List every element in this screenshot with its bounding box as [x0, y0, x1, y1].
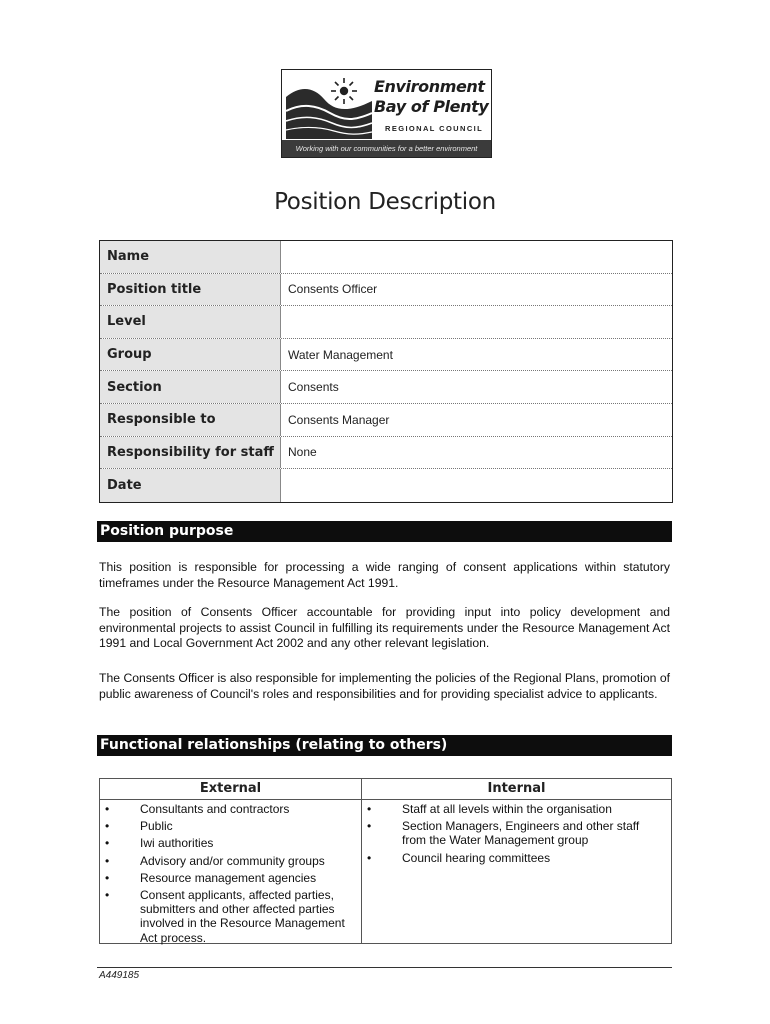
external-column	[100, 779, 362, 943]
bullet-text: Consultants and contractors	[140, 802, 290, 816]
bullet-text: Council hearing committees	[402, 850, 551, 865]
bullet-item	[100, 854, 361, 868]
bullet-icon: •	[105, 836, 110, 851]
environment-emblem-icon	[286, 75, 372, 139]
bullet-item	[100, 836, 361, 850]
info-row-date	[100, 469, 672, 502]
bullet-icon: •	[367, 819, 372, 834]
info-label: Position title	[100, 274, 281, 306]
footer-rule	[97, 967, 672, 968]
info-row-name	[100, 241, 672, 274]
info-value	[281, 306, 672, 338]
purpose-paragraph: The position of Consents Officer accountable for providing input into policy development and environmental projects to assist Council in fulfilling its requirements under the Resource Management Act 1991 and Local Government Act 2002 and any other relevant legislation.	[99, 605, 670, 651]
logo-wordmark-line1: Environment	[374, 77, 485, 96]
info-label: Group	[100, 339, 281, 371]
bullet-text: Iwi authorities	[140, 836, 214, 851]
info-value	[281, 469, 672, 502]
bullet-item	[362, 819, 671, 847]
info-value: Consents	[288, 380, 339, 395]
logo-tagline: Working with our communities for a better environment	[282, 140, 491, 157]
bullet-icon: •	[105, 802, 110, 816]
purpose-paragraph: This position is responsible for processing a wide ranging of consent applications within statutory timeframes under the Resource Management Act 1991.	[99, 560, 670, 590]
internal-heading: Internal	[362, 779, 671, 800]
footer-ref: A449185	[99, 970, 140, 981]
info-label: Level	[100, 306, 281, 338]
bullet-text: Section Managers, Engineers and other staff from the Water Management group	[402, 819, 640, 848]
bullet-item	[100, 819, 361, 833]
info-value: None	[288, 445, 317, 460]
info-row-responsibility-for-staff	[100, 437, 672, 470]
bullet-icon: •	[105, 870, 110, 885]
bullet-icon: •	[105, 888, 110, 903]
info-row-responsible-to	[100, 404, 672, 437]
info-label: Section	[100, 371, 281, 403]
info-value: Consents Officer	[288, 282, 378, 297]
bullet-icon: •	[367, 850, 372, 865]
info-row-group	[100, 339, 672, 372]
bullet-item	[362, 802, 671, 816]
section-header-functional-relationships: Functional relationships (relating to others)	[97, 735, 672, 756]
info-label: Name	[100, 241, 281, 273]
logo	[281, 69, 492, 158]
bullet-item	[100, 871, 361, 885]
info-label: Responsible to	[100, 404, 281, 436]
bullet-item	[362, 851, 671, 865]
internal-column	[362, 779, 671, 943]
purpose-paragraph: The Consents Officer is also responsible for implementing the policies of the Regional Plans, promotion of public awareness of Council's roles and responsibilities and for providing specialist advice to applicants.	[99, 671, 670, 701]
external-list	[100, 800, 361, 945]
info-label: Date	[100, 469, 281, 502]
bullet-text: Consent applicants, affected parties, submitters and other affected parties involved in the Resource Management Act process.	[140, 888, 345, 945]
bullet-icon: •	[367, 802, 372, 816]
bullet-item	[100, 888, 361, 945]
bullet-icon: •	[105, 853, 110, 868]
bullet-item	[100, 802, 361, 816]
logo-subtitle: REGIONAL COUNCIL	[385, 124, 484, 133]
info-table	[99, 240, 673, 503]
info-label: Responsibility for staff	[100, 437, 281, 469]
info-value: Consents Manager	[288, 412, 390, 427]
relationships-table	[99, 778, 672, 944]
info-value: Water Management	[288, 347, 393, 362]
bullet-text: Resource management agencies	[140, 870, 317, 885]
bullet-text: Advisory and/or community groups	[140, 853, 325, 868]
bullet-text: Public	[140, 819, 173, 834]
info-row-position-title	[100, 274, 672, 307]
page-title: Position Description	[274, 189, 496, 215]
info-row-level	[100, 306, 672, 339]
info-value	[281, 241, 672, 273]
bullet-text: Staff at all levels within the organisation	[402, 802, 612, 816]
external-heading: External	[100, 779, 361, 800]
internal-list	[362, 800, 671, 865]
info-row-section	[100, 371, 672, 404]
bullet-icon: •	[105, 819, 110, 834]
section-header-position-purpose: Position purpose	[97, 521, 672, 542]
logo-wordmark-line2: Bay of Plenty	[374, 97, 489, 116]
